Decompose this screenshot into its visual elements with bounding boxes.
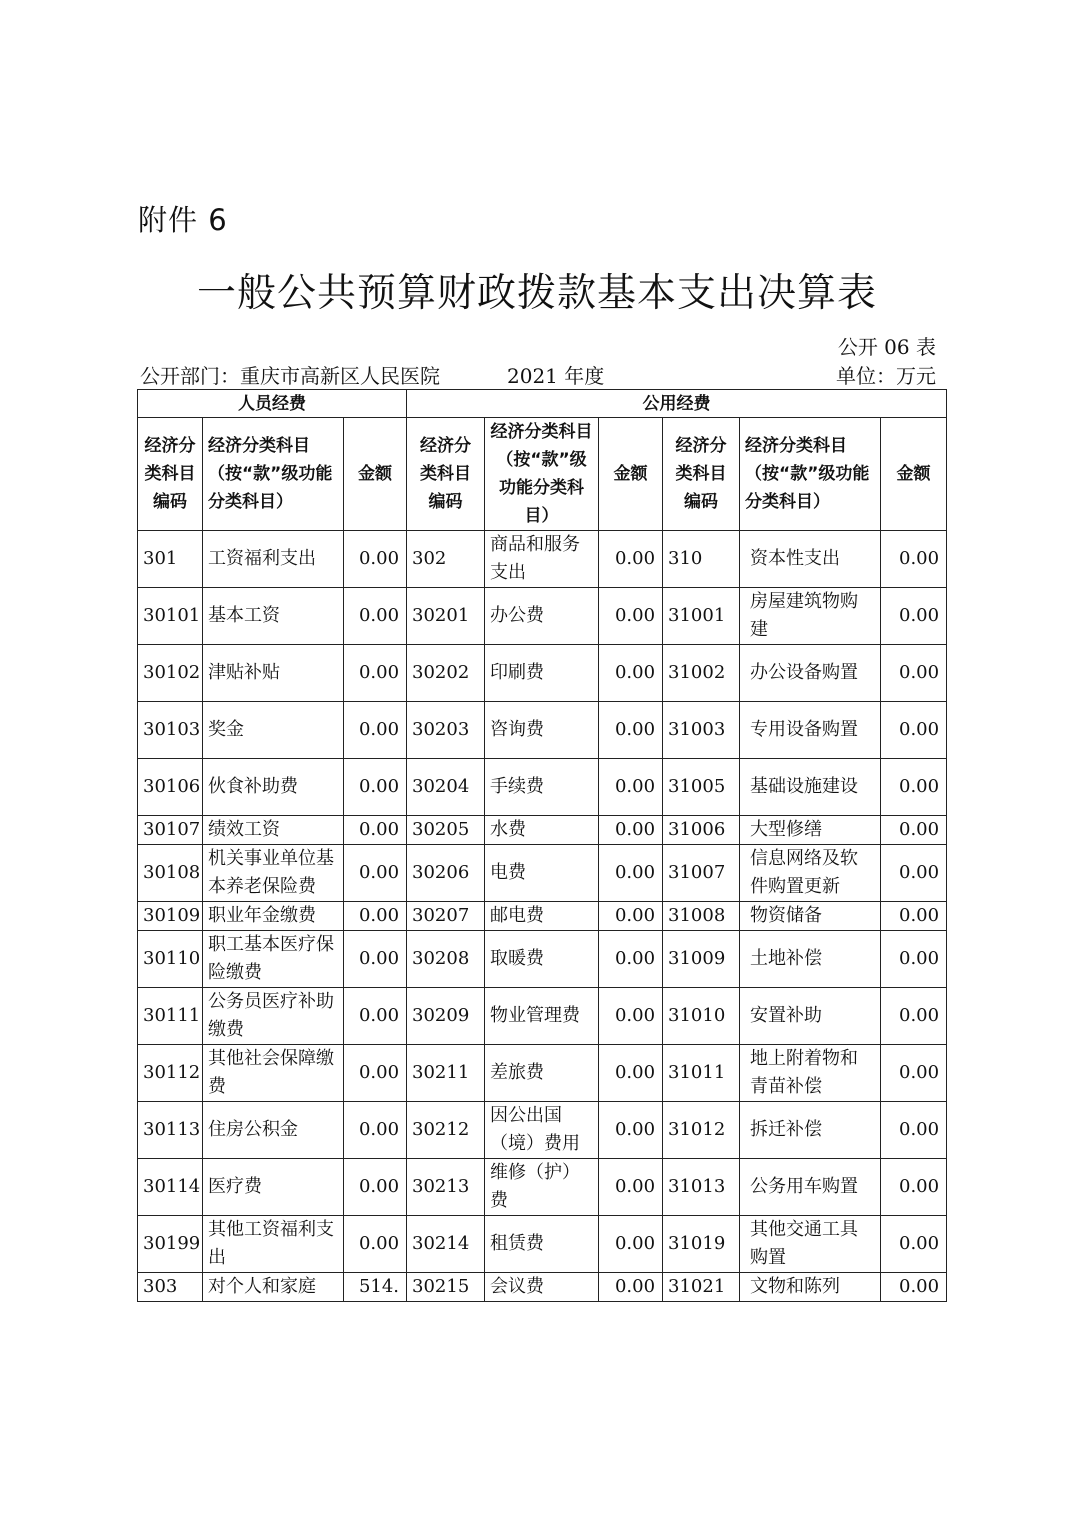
public-amount: 0.00 — [599, 902, 663, 931]
capital-code: 31009 — [663, 931, 740, 988]
table-row — [138, 702, 947, 759]
public-amount: 0.00 — [599, 1273, 663, 1302]
column-header-amount: 金额 — [881, 418, 947, 531]
capital-item: 地上附着物和青苗补偿 — [740, 1045, 881, 1102]
personnel-code: 30108 — [138, 845, 203, 902]
personnel-code: 30107 — [138, 816, 203, 845]
capital-item: 土地补偿 — [740, 931, 881, 988]
personnel-item: 绩效工资 — [203, 816, 344, 845]
public-amount: 0.00 — [599, 531, 663, 588]
public-item: 物业管理费 — [485, 988, 599, 1045]
public-code: 30207 — [407, 902, 485, 931]
capital-item: 房屋建筑物购建 — [740, 588, 881, 645]
capital-amount: 0.00 — [881, 1273, 947, 1302]
capital-amount: 0.00 — [881, 988, 947, 1045]
fiscal-year: 2021 年度 — [507, 364, 605, 388]
capital-code: 31002 — [663, 645, 740, 702]
public-amount: 0.00 — [599, 1102, 663, 1159]
public-amount: 0.00 — [599, 645, 663, 702]
table-row — [138, 759, 947, 816]
column-header-amount: 金额 — [599, 418, 663, 531]
capital-amount: 0.00 — [881, 531, 947, 588]
public-item: 差旅费 — [485, 1045, 599, 1102]
public-item: 印刷费 — [485, 645, 599, 702]
public-item: 电费 — [485, 845, 599, 902]
public-amount: 0.00 — [599, 1216, 663, 1273]
personnel-item: 职业年金缴费 — [203, 902, 344, 931]
unit-label: 单位：万元 — [836, 364, 936, 388]
capital-code: 310 — [663, 531, 740, 588]
personnel-amount: 0.00 — [344, 645, 407, 702]
personnel-item: 工资福利支出 — [203, 531, 344, 588]
capital-item: 文物和陈列 — [740, 1273, 881, 1302]
personnel-amount: 0.00 — [344, 902, 407, 931]
personnel-item: 医疗费 — [203, 1159, 344, 1216]
public-code: 30205 — [407, 816, 485, 845]
capital-amount: 0.00 — [881, 845, 947, 902]
table-row — [138, 531, 947, 588]
personnel-amount: 0.00 — [344, 988, 407, 1045]
capital-item: 大型修缮 — [740, 816, 881, 845]
public-code: 30203 — [407, 702, 485, 759]
personnel-code: 30112 — [138, 1045, 203, 1102]
capital-code: 31006 — [663, 816, 740, 845]
public-amount: 0.00 — [599, 1159, 663, 1216]
public-item: 租赁费 — [485, 1216, 599, 1273]
personnel-code: 30113 — [138, 1102, 203, 1159]
personnel-item: 其他社会保障缴费 — [203, 1045, 344, 1102]
personnel-code: 30110 — [138, 931, 203, 988]
personnel-item: 住房公积金 — [203, 1102, 344, 1159]
capital-amount: 0.00 — [881, 931, 947, 988]
personnel-code: 30199 — [138, 1216, 203, 1273]
public-item: 邮电费 — [485, 902, 599, 931]
page-title: 一般公共预算财政拨款基本支出决算表 — [196, 271, 877, 316]
capital-item: 安置补助 — [740, 988, 881, 1045]
table-row — [138, 588, 947, 645]
capital-amount: 0.00 — [881, 702, 947, 759]
personnel-code: 30101 — [138, 588, 203, 645]
personnel-item: 奖金 — [203, 702, 344, 759]
public-code: 30209 — [407, 988, 485, 1045]
capital-amount: 0.00 — [881, 902, 947, 931]
capital-amount: 0.00 — [881, 1045, 947, 1102]
table-row — [138, 645, 947, 702]
personnel-code: 30109 — [138, 902, 203, 931]
personnel-code: 301 — [138, 531, 203, 588]
public-code: 30214 — [407, 1216, 485, 1273]
capital-code: 31019 — [663, 1216, 740, 1273]
capital-item: 拆迁补偿 — [740, 1102, 881, 1159]
personnel-amount: 0.00 — [344, 1216, 407, 1273]
public-code: 30213 — [407, 1159, 485, 1216]
table-row — [138, 1045, 947, 1102]
public-code: 30211 — [407, 1045, 485, 1102]
public-code: 302 — [407, 531, 485, 588]
capital-amount: 0.00 — [881, 759, 947, 816]
table-row — [138, 845, 947, 902]
capital-code: 31001 — [663, 588, 740, 645]
public-item: 商品和服务支出 — [485, 531, 599, 588]
public-item: 手续费 — [485, 759, 599, 816]
public-item: 咨询费 — [485, 702, 599, 759]
capital-code: 31012 — [663, 1102, 740, 1159]
table-row — [138, 1216, 947, 1273]
public-amount: 0.00 — [599, 816, 663, 845]
personnel-item: 公务员医疗补助缴费 — [203, 988, 344, 1045]
capital-item: 专用设备购置 — [740, 702, 881, 759]
public-code: 30206 — [407, 845, 485, 902]
capital-amount: 0.00 — [881, 588, 947, 645]
public-amount: 0.00 — [599, 931, 663, 988]
public-code: 30208 — [407, 931, 485, 988]
public-code: 30202 — [407, 645, 485, 702]
group-header-personnel: 人员经费 — [138, 390, 407, 418]
personnel-item: 基本工资 — [203, 588, 344, 645]
personnel-amount: 0.00 — [344, 759, 407, 816]
column-header-amount: 金额 — [344, 418, 407, 531]
capital-code: 31013 — [663, 1159, 740, 1216]
public-amount: 0.00 — [599, 1045, 663, 1102]
personnel-amount: 0.00 — [344, 531, 407, 588]
personnel-amount: 514. — [344, 1273, 407, 1302]
form-number: 公开 06 表 — [837, 335, 936, 359]
personnel-item: 伙食补助费 — [203, 759, 344, 816]
column-header-name: 经济分类科目（按“款”级功能分类科目） — [203, 418, 344, 531]
personnel-amount: 0.00 — [344, 588, 407, 645]
column-header-code: 经济分类科目编码 — [138, 418, 203, 531]
capital-code: 31007 — [663, 845, 740, 902]
public-code: 30201 — [407, 588, 485, 645]
public-item: 取暖费 — [485, 931, 599, 988]
capital-item: 办公设备购置 — [740, 645, 881, 702]
personnel-amount: 0.00 — [344, 816, 407, 845]
capital-item: 公务用车购置 — [740, 1159, 881, 1216]
table-row — [138, 1102, 947, 1159]
personnel-amount: 0.00 — [344, 845, 407, 902]
personnel-amount: 0.00 — [344, 1159, 407, 1216]
personnel-code: 30106 — [138, 759, 203, 816]
department-label: 公开部门：重庆市高新区人民医院 — [140, 364, 440, 388]
capital-code: 31005 — [663, 759, 740, 816]
column-header-name: 经济分类科目（按“款”级功能分类科目） — [740, 418, 881, 531]
public-item: 会议费 — [485, 1273, 599, 1302]
personnel-item: 机关事业单位基本养老保险费 — [203, 845, 344, 902]
personnel-amount: 0.00 — [344, 931, 407, 988]
public-amount: 0.00 — [599, 702, 663, 759]
personnel-item: 职工基本医疗保险缴费 — [203, 931, 344, 988]
personnel-code: 30103 — [138, 702, 203, 759]
capital-amount: 0.00 — [881, 816, 947, 845]
personnel-amount: 0.00 — [344, 702, 407, 759]
public-item: 水费 — [485, 816, 599, 845]
capital-code: 31008 — [663, 902, 740, 931]
capital-amount: 0.00 — [881, 1102, 947, 1159]
column-header-name: 经济分类科目（按“款”级功能分类科目） — [485, 418, 599, 531]
capital-code: 31021 — [663, 1273, 740, 1302]
public-amount: 0.00 — [599, 845, 663, 902]
public-amount: 0.00 — [599, 588, 663, 645]
personnel-code: 303 — [138, 1273, 203, 1302]
capital-code: 31003 — [663, 702, 740, 759]
personnel-amount: 0.00 — [344, 1045, 407, 1102]
capital-code: 31010 — [663, 988, 740, 1045]
capital-item: 物资储备 — [740, 902, 881, 931]
table-body — [138, 531, 947, 1302]
capital-code: 31011 — [663, 1045, 740, 1102]
public-item: 办公费 — [485, 588, 599, 645]
capital-item: 信息网络及软件购置更新 — [740, 845, 881, 902]
table-row — [138, 988, 947, 1045]
public-code: 30204 — [407, 759, 485, 816]
group-header-public: 公用经费 — [407, 390, 947, 418]
public-amount: 0.00 — [599, 988, 663, 1045]
personnel-item: 其他工资福利支出 — [203, 1216, 344, 1273]
personnel-amount: 0.00 — [344, 1102, 407, 1159]
personnel-code: 30114 — [138, 1159, 203, 1216]
public-item: 维修（护）费 — [485, 1159, 599, 1216]
personnel-item: 对个人和家庭 — [203, 1273, 344, 1302]
expenditure-table — [137, 389, 947, 1302]
capital-amount: 0.00 — [881, 1216, 947, 1273]
capital-amount: 0.00 — [881, 1159, 947, 1216]
column-header-code: 经济分类科目编码 — [663, 418, 740, 531]
capital-item: 资本性支出 — [740, 531, 881, 588]
capital-item: 基础设施建设 — [740, 759, 881, 816]
attachment-label: 附件 6 — [138, 203, 228, 237]
public-item: 因公出国（境）费用 — [485, 1102, 599, 1159]
capital-item: 其他交通工具购置 — [740, 1216, 881, 1273]
table-row — [138, 816, 947, 845]
personnel-code: 30111 — [138, 988, 203, 1045]
table-row — [138, 1273, 947, 1302]
personnel-code: 30102 — [138, 645, 203, 702]
public-amount: 0.00 — [599, 759, 663, 816]
table-row — [138, 1159, 947, 1216]
personnel-item: 津贴补贴 — [203, 645, 344, 702]
table-row — [138, 902, 947, 931]
table-row — [138, 931, 947, 988]
public-code: 30212 — [407, 1102, 485, 1159]
public-code: 30215 — [407, 1273, 485, 1302]
column-header-code: 经济分类科目编码 — [407, 418, 485, 531]
capital-amount: 0.00 — [881, 645, 947, 702]
